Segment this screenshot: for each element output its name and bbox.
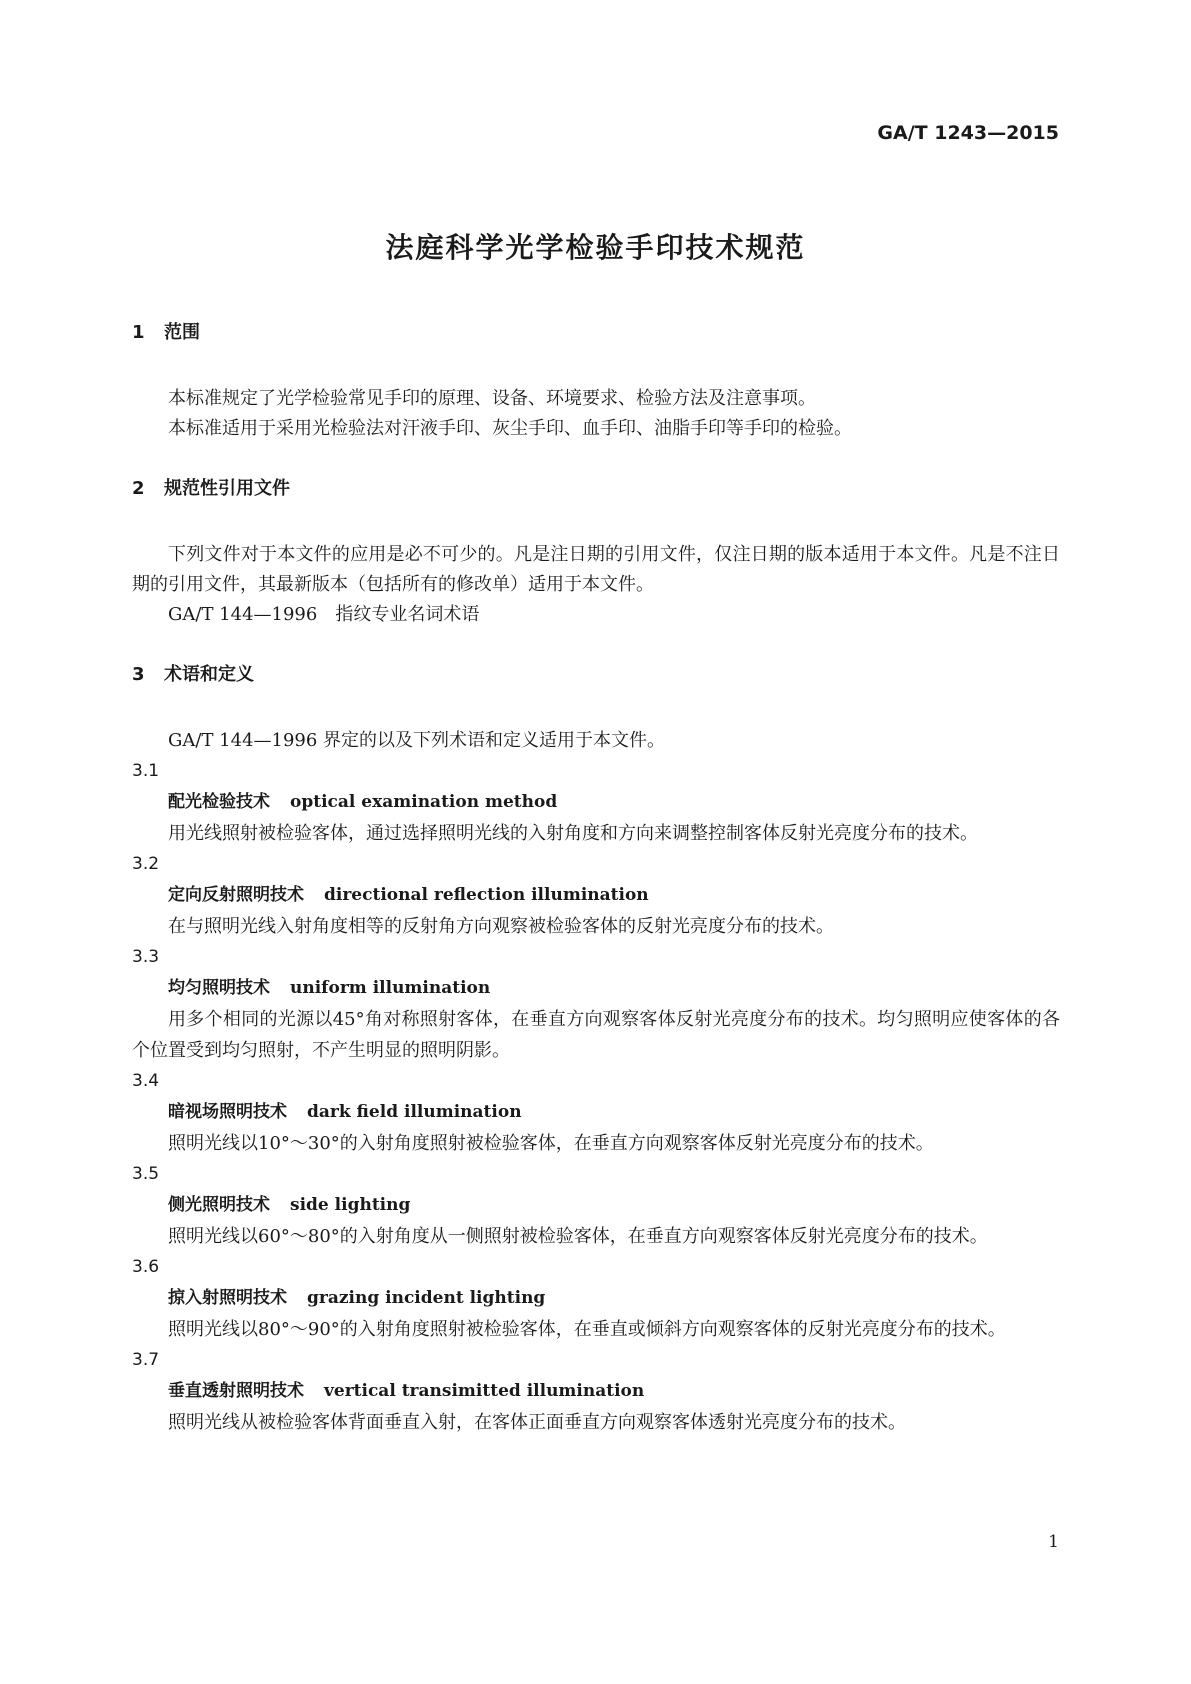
term-name-zh: 配光检验技术 [168, 792, 270, 812]
term-definition: 照明光线以60°～80°的入射角度从一侧照射被检验客体，在垂直方向观察客体反射光亮度分布的技术。 [168, 1226, 988, 1247]
page-number: 1 [1048, 1532, 1059, 1552]
term-name [132, 787, 1060, 818]
term-name-en: uniform illumination [290, 978, 491, 998]
paragraph: 本标准规定了光学检验常见手印的原理、设备、环境要求、检验方法及注意事项。 [168, 388, 816, 409]
paragraph: 下列文件对于本文件的应用是必不可少的。凡是注日期的引用文件，仅注日期的版本适用于本文件。凡是不注日期的引用文件，其最新版本（包括所有的修改单）适用于本文件。 [132, 544, 1060, 595]
section-title: 术语和定义 [164, 664, 254, 685]
term-name [132, 973, 1060, 1004]
reference-code: GA/T 144—1996 [168, 604, 318, 625]
term-definition: 照明光线以80°～90°的入射角度照射被检验客体，在垂直或倾斜方向观察客体的反射光亮度分布的技术。 [168, 1319, 1006, 1340]
term-name-en: dark field illumination [307, 1102, 522, 1122]
section-number: 2 [132, 478, 145, 499]
paragraph: GA/T 144—1996 界定的以及下列术语和定义适用于本文件。 [168, 730, 666, 751]
document-body [132, 318, 1060, 1438]
term-name [132, 1190, 1060, 1221]
term-name-en: grazing incident lighting [307, 1288, 546, 1308]
section-1-body [132, 384, 1060, 444]
term-name-zh: 暗视场照明技术 [168, 1102, 287, 1122]
term-number: 3.1 [132, 761, 160, 781]
section-3-heading [132, 660, 1060, 690]
term-number: 3.6 [132, 1257, 160, 1277]
term-definition: 用光线照射被检验客体，通过选择照明光线的入射角度和方向来调整控制客体反射光亮度分布的技术。 [168, 823, 978, 844]
section-2-heading [132, 474, 1060, 504]
term-name [132, 1376, 1060, 1407]
section-title: 范围 [164, 322, 200, 343]
section-number: 3 [132, 664, 145, 685]
term-number: 3.3 [132, 947, 160, 967]
section-3-body [132, 726, 1060, 1438]
term-name-en: optical examination method [290, 792, 558, 812]
term-definition: 照明光线以10°～30°的入射角度照射被检验客体，在垂直方向观察客体反射光亮度分布的技术。 [168, 1133, 934, 1154]
term-name-zh: 均匀照明技术 [168, 978, 270, 998]
term-name [132, 1283, 1060, 1314]
section-title: 规范性引用文件 [164, 478, 290, 499]
term-name-en: side lighting [290, 1195, 411, 1215]
reference-title: 指纹专业名词术语 [335, 604, 480, 625]
term-number: 3.7 [132, 1350, 160, 1370]
term-name-zh: 垂直透射照明技术 [168, 1381, 304, 1401]
term-definition: 用多个相同的光源以45°角对称照射客体，在垂直方向观察客体反射光亮度分布的技术。均匀照明应使客体的各个位置受到均匀照射，不产生明显的照明阴影。 [132, 1009, 1060, 1061]
term-number: 3.5 [132, 1164, 160, 1184]
term-name-zh: 侧光照明技术 [168, 1195, 270, 1215]
document-title: 法庭科学光学检验手印技术规范 [385, 231, 806, 264]
normative-reference [132, 600, 1060, 630]
paragraph: 本标准适用于采用光检验法对汗液手印、灰尘手印、血手印、油脂手印等手印的检验。 [168, 418, 852, 439]
standard-code: GA/T 1243—2015 [877, 122, 1059, 144]
term-number: 3.2 [132, 854, 160, 874]
term-name-en: directional reflection illumination [324, 885, 649, 905]
term-name-zh: 掠入射照明技术 [168, 1288, 287, 1308]
section-2-body [132, 540, 1060, 630]
section-1-heading [132, 318, 1060, 348]
term-definition: 在与照明光线入射角度相等的反射角方向观察被检验客体的反射光亮度分布的技术。 [168, 916, 834, 937]
term-number: 3.4 [132, 1071, 160, 1091]
term-name [132, 1097, 1060, 1128]
term-name-en: vertical transimitted illumination [324, 1381, 645, 1401]
section-number: 1 [132, 322, 145, 343]
term-definition: 照明光线从被检验客体背面垂直入射，在客体正面垂直方向观察客体透射光亮度分布的技术。 [168, 1412, 906, 1433]
term-name [132, 880, 1060, 911]
term-name-zh: 定向反射照明技术 [168, 885, 304, 905]
